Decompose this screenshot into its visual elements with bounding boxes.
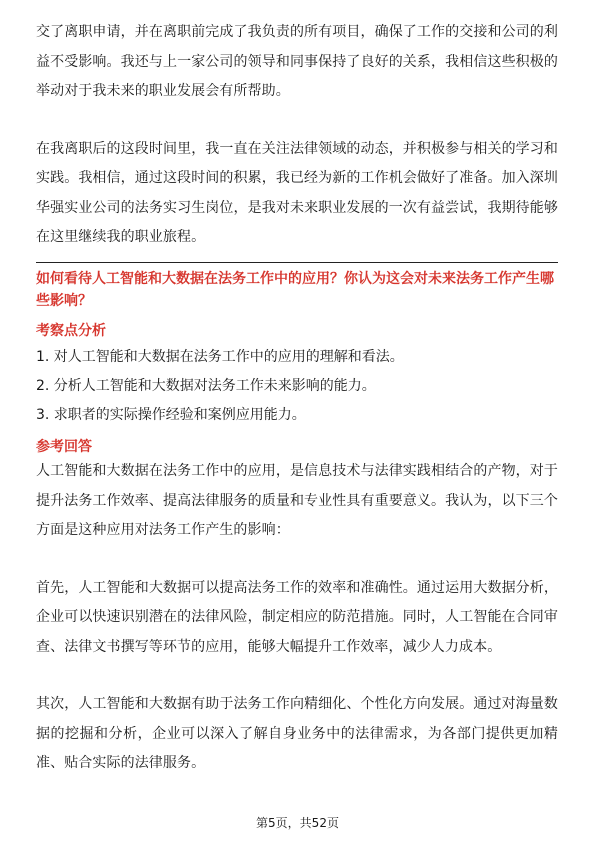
intro-section — [36, 18, 558, 253]
analysis-item-2: 2. 分析人工智能和大数据对法务工作未来影响的能力。 — [36, 378, 376, 394]
intro-paragraph-1: 交了离职申请，并在离职前完成了我负责的所有项目，确保了工作的交接和公司的利益不受影响。我还与上一家公司的领导和同事保持了良好的关系，我相信这些积极的举动对于我未来的职业发展会有所帮助。 — [36, 24, 558, 99]
interview-question: 如何看待人工智能和大数据在法务工作中的应用？你认为这会对未来法务工作产生哪些影响？ — [36, 271, 554, 309]
section-divider — [36, 262, 558, 263]
page-number: 第5页，共52页 — [256, 816, 339, 830]
analysis-item-1: 1. 对人工智能和大数据在法务工作中的应用的理解和看法。 — [36, 349, 404, 365]
reference-answer — [36, 457, 558, 779]
reference-title: 参考回答 — [36, 439, 92, 455]
intro-paragraph-2: 在我离职后的这段时间里，我一直在关注法律领域的动态，并积极参与相关的学习和实践。我相信，通过这段时间的积累，我已经为新的工作机会做好了准备。加入深圳华强实业公司的法务实习生岗位，是我对未来职业发展的一次有益尝试，我期待能够在这里继续我的职业旅程。 — [36, 140, 558, 245]
answer-paragraph-2: 首先，人工智能和大数据可以提高法务工作的效率和准确性。通过运用大数据分析，企业可以快速识别潜在的法律风险，制定相应的防范措施。同时，人工智能在合同审查、法律文书撰写等环节的应用，能够大幅提升工作效率，减少人力成本。 — [36, 579, 558, 655]
analysis-item-3: 3. 求职者的实际操作经验和案例应用能力。 — [36, 407, 306, 423]
answer-paragraph-1: 人工智能和大数据在法务工作中的应用，是信息技术与法律实践相结合的产物，对于提升法务工作效率、提高法律服务的质量和专业性具有重要意义。我认为，以下三个方面是这种应用对法务工作产生的影响： — [36, 463, 558, 538]
analysis-title: 考察点分析 — [36, 323, 106, 339]
answer-paragraph-3: 其次，人工智能和大数据有助于法务工作向精细化、个性化方向发展。通过对海量数据的挖掘和分析，企业可以深入了解自身业务中的法律需求，为各部门提供更加精准、贴合实际的法律服务。 — [36, 696, 558, 771]
